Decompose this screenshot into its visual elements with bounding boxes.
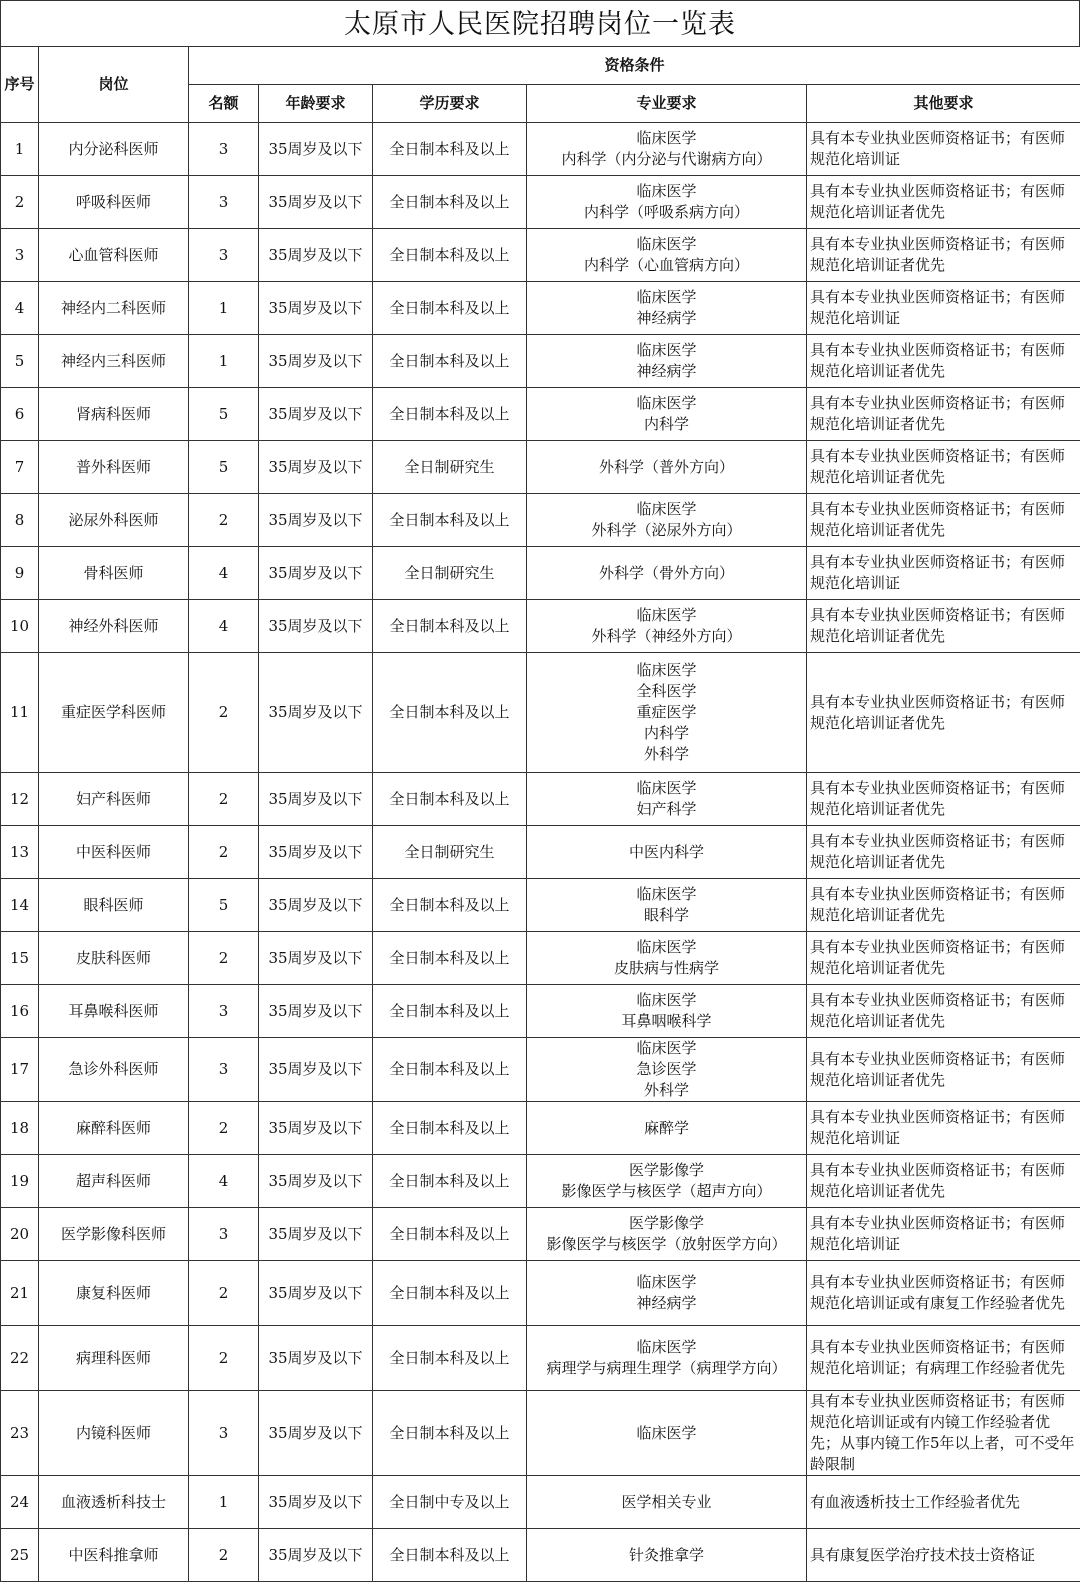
row-edu: 全日制本科及以上: [373, 600, 527, 653]
row-major: [527, 282, 807, 335]
row-edu: 全日制本科及以上: [373, 176, 527, 229]
row-major: [527, 1102, 807, 1155]
row-no: 25: [1, 1529, 39, 1582]
row-no: 23: [1, 1391, 39, 1476]
row-quota: 5: [189, 441, 259, 494]
row-other: 具有本专业执业医师资格证书；有医师规范化培训证者优先: [807, 879, 1080, 932]
page-title: 太原市人民医院招聘岗位一览表: [0, 0, 1080, 46]
row-quota: 1: [189, 282, 259, 335]
row-quota: 3: [189, 1391, 259, 1476]
row-position: 肾病科医师: [39, 388, 189, 441]
header-other: 其他要求: [807, 85, 1080, 123]
row-age: 35周岁及以下: [259, 176, 373, 229]
row-other: 具有本专业执业医师资格证书；有医师规范化培训证者优先: [807, 441, 1080, 494]
row-quota: 1: [189, 1476, 259, 1529]
row-major: [527, 229, 807, 282]
major-line: 临床医学: [636, 885, 697, 903]
row-position: 麻醉科医师: [39, 1102, 189, 1155]
row-position: 康复科医师: [39, 1261, 189, 1326]
major-line: 外科学（骨外方向）: [598, 563, 734, 582]
row-major: [527, 932, 807, 985]
row-no: 18: [1, 1102, 39, 1155]
row-major: [527, 1208, 807, 1261]
row-major: [527, 1326, 807, 1391]
table-row: [1, 1208, 1080, 1261]
row-edu: 全日制中专及以上: [373, 1476, 527, 1529]
row-edu: 全日制研究生: [373, 441, 527, 494]
row-position: 超声科医师: [39, 1155, 189, 1208]
row-other: 具有本专业执业医师资格证书；有医师规范化培训证或有内镜工作经验者优先；从事内镜工作5年以上者，可不受年龄限制: [807, 1391, 1080, 1476]
table-body: [1, 123, 1080, 1582]
table-row: [1, 282, 1080, 335]
row-other: 具有本专业执业医师资格证书；有医师规范化培训证者优先: [807, 932, 1080, 985]
major-line: 外科学（神经外方向）: [591, 627, 742, 645]
row-no: 2: [1, 176, 39, 229]
row-age: 35周岁及以下: [259, 1102, 373, 1155]
row-age: 35周岁及以下: [259, 773, 373, 826]
table-row: [1, 1155, 1080, 1208]
row-major: [527, 1155, 807, 1208]
row-quota: 3: [189, 229, 259, 282]
row-age: 35周岁及以下: [259, 1476, 373, 1529]
row-position: 病理科医师: [39, 1326, 189, 1391]
row-position: 神经外科医师: [39, 600, 189, 653]
table-row: [1, 1326, 1080, 1391]
row-other: 具有本专业执业医师资格证书；有医师规范化培训证: [807, 282, 1080, 335]
row-quota: 3: [189, 123, 259, 176]
table-row: [1, 176, 1080, 229]
row-age: 35周岁及以下: [259, 879, 373, 932]
table-row: [1, 1261, 1080, 1326]
table-row: [1, 494, 1080, 547]
major-line: 重症医学: [636, 703, 697, 721]
row-age: 35周岁及以下: [259, 1261, 373, 1326]
table-row: [1, 826, 1080, 879]
row-major: [527, 176, 807, 229]
row-edu: 全日制研究生: [373, 826, 527, 879]
row-age: 35周岁及以下: [259, 282, 373, 335]
row-no: 21: [1, 1261, 39, 1326]
table-row: [1, 441, 1080, 494]
row-edu: 全日制本科及以上: [373, 123, 527, 176]
row-no: 12: [1, 773, 39, 826]
row-edu: 全日制本科及以上: [373, 879, 527, 932]
major-line: 临床医学: [636, 288, 697, 306]
row-position: 神经内三科医师: [39, 335, 189, 388]
table-row: [1, 1102, 1080, 1155]
row-edu: 全日制本科及以上: [373, 1391, 527, 1476]
table-row: [1, 335, 1080, 388]
row-major: [527, 985, 807, 1038]
row-position: 呼吸科医师: [39, 176, 189, 229]
row-position: 眼科医师: [39, 879, 189, 932]
row-no: 15: [1, 932, 39, 985]
row-major: [527, 1529, 807, 1582]
major-line: 临床医学: [636, 1338, 697, 1356]
row-other: 有血液透析技士工作经验者优先: [807, 1476, 1080, 1529]
row-other: 具有本专业执业医师资格证书；有医师规范化培训证者优先: [807, 176, 1080, 229]
table-row: [1, 123, 1080, 176]
row-position: 骨科医师: [39, 547, 189, 600]
table-row: [1, 932, 1080, 985]
row-position: 内分泌科医师: [39, 123, 189, 176]
major-line: 神经病学: [636, 1294, 697, 1312]
row-age: 35周岁及以下: [259, 985, 373, 1038]
major-line: 影像医学与核医学（超声方向）: [561, 1182, 772, 1200]
row-no: 5: [1, 335, 39, 388]
row-age: 35周岁及以下: [259, 653, 373, 773]
row-major: [527, 826, 807, 879]
row-other: 具有本专业执业医师资格证书；有医师规范化培训证者优先: [807, 335, 1080, 388]
major-line: 内科学（呼吸系病方向）: [583, 203, 749, 221]
major-line: 临床医学: [636, 394, 697, 412]
row-age: 35周岁及以下: [259, 123, 373, 176]
major-line: 临床医学: [636, 1273, 697, 1291]
table-row: [1, 1391, 1080, 1476]
major-line: 病理学与病理生理学（病理学方向）: [546, 1359, 787, 1377]
major-line: 临床医学: [636, 1423, 697, 1442]
row-position: 血液透析科技士: [39, 1476, 189, 1529]
row-major: [527, 547, 807, 600]
table-row: [1, 1529, 1080, 1582]
header-age: 年龄要求: [259, 85, 373, 123]
row-other: 具有本专业执业医师资格证书；有医师规范化培训证者优先: [807, 1155, 1080, 1208]
row-age: 35周岁及以下: [259, 1326, 373, 1391]
header-qualification: 资格条件: [189, 47, 1080, 85]
row-no: 19: [1, 1155, 39, 1208]
row-position: 耳鼻喉科医师: [39, 985, 189, 1038]
major-line: 耳鼻咽喉科学: [621, 1012, 712, 1030]
major-line: 妇产科学: [636, 800, 697, 818]
row-edu: 全日制本科及以上: [373, 1155, 527, 1208]
row-position: 重症医学科医师: [39, 653, 189, 773]
row-edu: 全日制本科及以上: [373, 1529, 527, 1582]
major-line: 神经病学: [636, 362, 697, 380]
major-line: 临床医学: [636, 606, 697, 624]
header-no: 序号: [1, 47, 39, 123]
row-other: 具有本专业执业医师资格证书；有医师规范化培训证者优先: [807, 826, 1080, 879]
row-position: 普外科医师: [39, 441, 189, 494]
row-edu: 全日制本科及以上: [373, 388, 527, 441]
major-line: 内科学: [643, 724, 689, 742]
row-age: 35周岁及以下: [259, 1529, 373, 1582]
row-age: 35周岁及以下: [259, 1155, 373, 1208]
row-position: 皮肤科医师: [39, 932, 189, 985]
row-edu: 全日制本科及以上: [373, 1261, 527, 1326]
major-line: 临床医学: [636, 235, 697, 253]
major-line: 临床医学: [636, 661, 697, 679]
table-row: [1, 1476, 1080, 1529]
table-row: [1, 600, 1080, 653]
row-position: 神经内二科医师: [39, 282, 189, 335]
table-row: [1, 388, 1080, 441]
table-row: [1, 879, 1080, 932]
major-line: 针灸推拿学: [628, 1545, 704, 1564]
table-row: [1, 653, 1080, 773]
row-other: 具有本专业执业医师资格证书；有医师规范化培训证者优先: [807, 985, 1080, 1038]
row-no: 6: [1, 388, 39, 441]
major-line: 中医内科学: [628, 842, 704, 861]
major-line: 医学影像学: [628, 1161, 704, 1179]
row-position: 医学影像科医师: [39, 1208, 189, 1261]
row-age: 35周岁及以下: [259, 1038, 373, 1102]
row-quota: 1: [189, 335, 259, 388]
row-other: 具有本专业执业医师资格证书；有医师规范化培训证: [807, 547, 1080, 600]
row-age: 35周岁及以下: [259, 1391, 373, 1476]
major-line: 临床医学: [636, 500, 697, 518]
row-no: 9: [1, 547, 39, 600]
row-other: 具有本专业执业医师资格证书；有医师规范化培训证者优先: [807, 1038, 1080, 1102]
row-edu: 全日制研究生: [373, 547, 527, 600]
row-other: 具有本专业执业医师资格证书；有医师规范化培训证: [807, 1102, 1080, 1155]
row-age: 35周岁及以下: [259, 494, 373, 547]
row-edu: 全日制本科及以上: [373, 932, 527, 985]
row-age: 35周岁及以下: [259, 1208, 373, 1261]
row-no: 22: [1, 1326, 39, 1391]
row-no: 10: [1, 600, 39, 653]
row-quota: 2: [189, 932, 259, 985]
major-line: 医学影像学: [628, 1214, 704, 1232]
row-position: 心血管科医师: [39, 229, 189, 282]
header-quota: 名额: [189, 85, 259, 123]
row-no: 20: [1, 1208, 39, 1261]
row-age: 35周岁及以下: [259, 547, 373, 600]
major-line: 临床医学: [636, 779, 697, 797]
row-no: 3: [1, 229, 39, 282]
major-line: 内科学（内分泌与代谢病方向）: [561, 150, 772, 168]
row-edu: 全日制本科及以上: [373, 335, 527, 388]
major-line: 外科学（普外方向）: [598, 457, 734, 476]
row-position: 中医科医师: [39, 826, 189, 879]
table-row: [1, 547, 1080, 600]
row-quota: 2: [189, 1326, 259, 1391]
row-edu: 全日制本科及以上: [373, 1208, 527, 1261]
row-edu: 全日制本科及以上: [373, 985, 527, 1038]
row-quota: 2: [189, 826, 259, 879]
row-position: 中医科推拿师: [39, 1529, 189, 1582]
row-age: 35周岁及以下: [259, 388, 373, 441]
row-edu: 全日制本科及以上: [373, 229, 527, 282]
row-major: [527, 1476, 807, 1529]
row-edu: 全日制本科及以上: [373, 773, 527, 826]
row-edu: 全日制本科及以上: [373, 653, 527, 773]
row-age: 35周岁及以下: [259, 932, 373, 985]
major-line: 神经病学: [636, 309, 697, 327]
row-other: 具有本专业执业医师资格证书；有医师规范化培训证者优先: [807, 388, 1080, 441]
major-line: 眼科学: [643, 906, 689, 924]
major-line: 皮肤病与性病学: [613, 959, 719, 977]
row-no: 8: [1, 494, 39, 547]
row-quota: 5: [189, 388, 259, 441]
row-major: [527, 388, 807, 441]
row-quota: 4: [189, 547, 259, 600]
major-line: 外科学: [643, 745, 689, 763]
row-position: 泌尿外科医师: [39, 494, 189, 547]
major-line: 医学相关专业: [621, 1492, 712, 1511]
row-age: 35周岁及以下: [259, 441, 373, 494]
header-position: 岗位: [39, 47, 189, 123]
major-line: 麻醉学: [643, 1118, 689, 1137]
row-no: 16: [1, 985, 39, 1038]
row-age: 35周岁及以下: [259, 229, 373, 282]
row-major: [527, 441, 807, 494]
row-other: 具有本专业执业医师资格证书；有医师规范化培训证: [807, 1208, 1080, 1261]
row-quota: 3: [189, 176, 259, 229]
row-other: 具有本专业执业医师资格证书；有医师规范化培训证者优先: [807, 600, 1080, 653]
row-other: 具有本专业执业医师资格证书；有医师规范化培训证者优先: [807, 773, 1080, 826]
row-quota: 3: [189, 1208, 259, 1261]
row-other: 具有本专业执业医师资格证书；有医师规范化培训证；有病理工作经验者优先: [807, 1326, 1080, 1391]
row-quota: 2: [189, 773, 259, 826]
row-major: [527, 335, 807, 388]
row-no: 11: [1, 653, 39, 773]
row-no: 13: [1, 826, 39, 879]
row-major: [527, 600, 807, 653]
row-position: 妇产科医师: [39, 773, 189, 826]
row-age: 35周岁及以下: [259, 600, 373, 653]
major-line: 临床医学: [636, 1039, 697, 1057]
major-line: 急诊医学: [636, 1060, 697, 1078]
row-major: [527, 1038, 807, 1102]
major-line: 临床医学: [636, 341, 697, 359]
row-edu: 全日制本科及以上: [373, 1326, 527, 1391]
row-major: [527, 494, 807, 547]
row-quota: 2: [189, 1102, 259, 1155]
row-no: 14: [1, 879, 39, 932]
row-other: 具有康复医学治疗技术技士资格证: [807, 1529, 1080, 1582]
row-quota: 2: [189, 1529, 259, 1582]
row-major: [527, 879, 807, 932]
row-age: 35周岁及以下: [259, 826, 373, 879]
header-major: 专业要求: [527, 85, 807, 123]
row-no: 17: [1, 1038, 39, 1102]
row-quota: 3: [189, 1038, 259, 1102]
row-major: [527, 1261, 807, 1326]
row-major: [527, 773, 807, 826]
row-position: 急诊外科医师: [39, 1038, 189, 1102]
table-row: [1, 985, 1080, 1038]
row-quota: 4: [189, 600, 259, 653]
row-no: 4: [1, 282, 39, 335]
row-quota: 4: [189, 1155, 259, 1208]
major-line: 全科医学: [636, 682, 697, 700]
row-quota: 5: [189, 879, 259, 932]
row-edu: 全日制本科及以上: [373, 1102, 527, 1155]
row-no: 1: [1, 123, 39, 176]
row-major: [527, 653, 807, 773]
row-quota: 2: [189, 1261, 259, 1326]
row-other: 具有本专业执业医师资格证书；有医师规范化培训证者优先: [807, 653, 1080, 773]
row-quota: 2: [189, 653, 259, 773]
row-edu: 全日制本科及以上: [373, 1038, 527, 1102]
row-quota: 2: [189, 494, 259, 547]
table-row: [1, 1038, 1080, 1102]
row-other: 具有本专业执业医师资格证书；有医师规范化培训证或有康复工作经验者优先: [807, 1261, 1080, 1326]
row-major: [527, 1391, 807, 1476]
row-quota: 3: [189, 985, 259, 1038]
major-line: 外科学: [643, 1081, 689, 1099]
row-age: 35周岁及以下: [259, 335, 373, 388]
major-line: 影像医学与核医学（放射医学方向）: [546, 1235, 787, 1253]
row-no: 7: [1, 441, 39, 494]
major-line: 内科学: [643, 415, 689, 433]
row-other: 具有本专业执业医师资格证书；有医师规范化培训证者优先: [807, 229, 1080, 282]
major-line: 外科学（泌尿外方向）: [591, 521, 742, 539]
row-no: 24: [1, 1476, 39, 1529]
row-other: 具有本专业执业医师资格证书；有医师规范化培训证: [807, 123, 1080, 176]
row-position: 内镜科医师: [39, 1391, 189, 1476]
major-line: 内科学（心血管病方向）: [583, 256, 749, 274]
major-line: 临床医学: [636, 991, 697, 1009]
major-line: 临床医学: [636, 938, 697, 956]
row-other: 具有本专业执业医师资格证书；有医师规范化培训证者优先: [807, 494, 1080, 547]
major-line: 临床医学: [636, 182, 697, 200]
row-edu: 全日制本科及以上: [373, 282, 527, 335]
table-row: [1, 229, 1080, 282]
header-edu: 学历要求: [373, 85, 527, 123]
table-row: [1, 773, 1080, 826]
row-major: [527, 123, 807, 176]
positions-table: [0, 46, 1080, 1582]
major-line: 临床医学: [636, 129, 697, 147]
row-edu: 全日制本科及以上: [373, 494, 527, 547]
